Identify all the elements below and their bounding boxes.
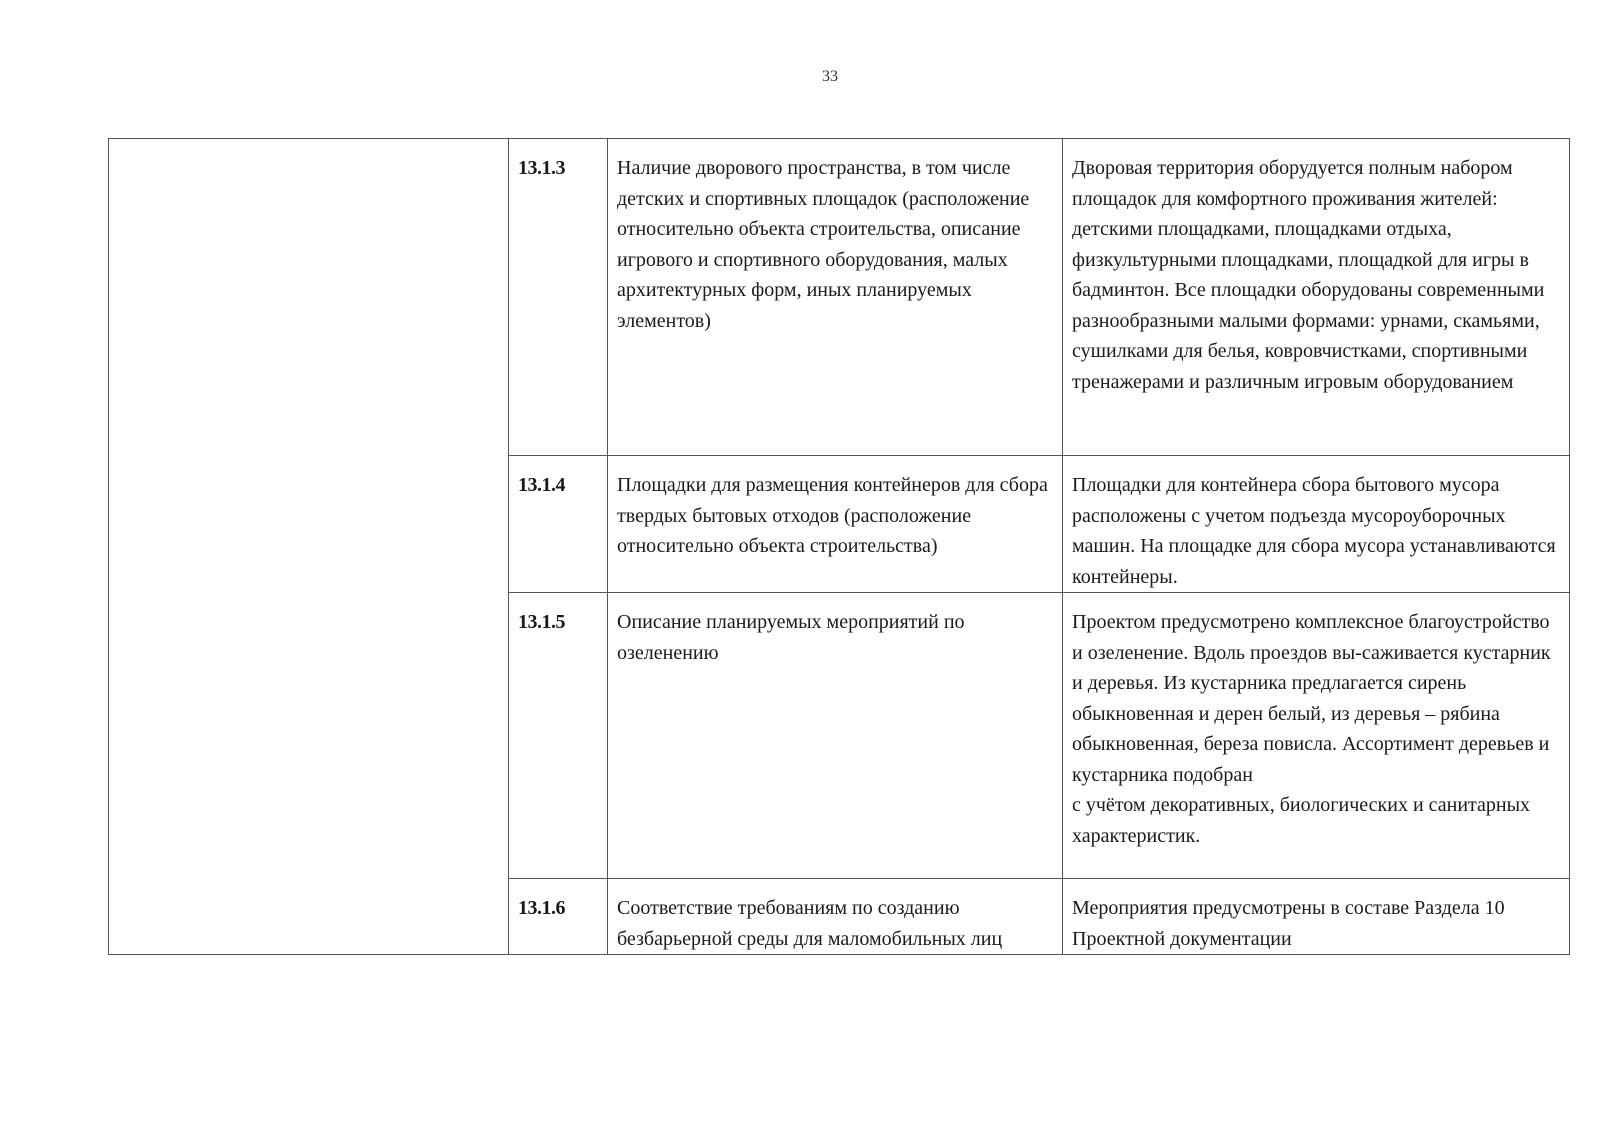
row-description: Наличие дворового пространства, в том числе детских и спортивных площадок (расположение относительно объекта строительства, описание игрового и спортивного оборудования, малых архитектурных форм, иных планируемых элементов) xyxy=(608,139,1063,456)
row-number: 13.1.3 xyxy=(509,139,608,456)
page-number: 33 xyxy=(822,68,838,85)
row-description: Площадки для размещения контейнеров для сбора твердых бытовых отходов (расположение относительно объекта строительства) xyxy=(608,456,1063,593)
row-value: Площадки для контейнера сбора бытового мусора расположены с учетом подъезда мусороуборочных машин. На площадке для сбора мусора устанавливаются контейнеры. xyxy=(1063,456,1570,593)
row-value: Дворовая территория оборудуется полным набором площадок для комфортного проживания жителей: детскими площадками, площадками отдыха, физкультурными площадками, площадкой для игры в бадминтон. Все площадки оборудованы современными разнообразными малыми формами: урнами, скамьями, сушилками для белья, ковровчистками, спортивными тренажерами и различным игровым оборудованием xyxy=(1063,139,1570,456)
project-declaration-table xyxy=(108,138,1570,955)
row-value: Проектом предусмотрено комплексное благоустройство и озеленение. Вдоль проездов вы-саживается кустарник и деревья. Из кустарника предлагается сирень обыкновенная и дерен белый, из деревья – рябина обыкновенная, береза повисла. Ассортимент деревьев и кустарника подобран с учётом декоративных, биологических и санитарных характеристик. xyxy=(1063,593,1570,879)
row-description: Соответствие требованиям по созданию безбарьерной среды для маломобильных лиц xyxy=(608,879,1063,955)
row-number: 13.1.6 xyxy=(509,879,608,955)
empty-category-cell xyxy=(109,139,509,955)
row-number: 13.1.4 xyxy=(509,456,608,593)
table-row xyxy=(109,139,1570,456)
row-number: 13.1.5 xyxy=(509,593,608,879)
row-description: Описание планируемых мероприятий по озеленению xyxy=(608,593,1063,879)
row-value: Мероприятия предусмотрены в составе Раздела 10 Проектной документации xyxy=(1063,879,1570,955)
